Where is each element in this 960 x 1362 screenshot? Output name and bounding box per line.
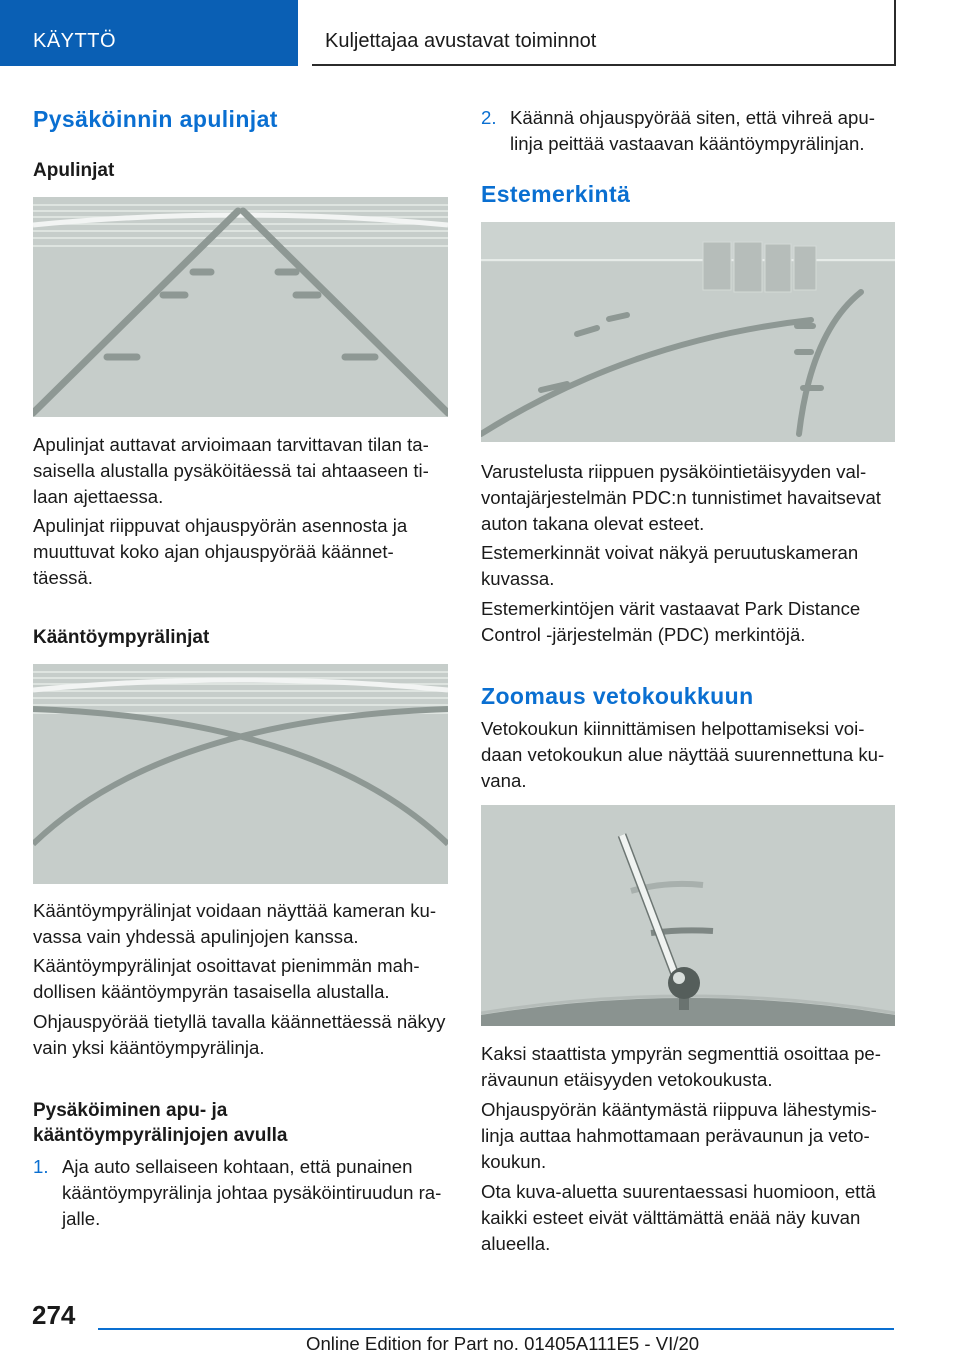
figure-help-lines — [33, 197, 448, 417]
text-line: linja auttaa hahmottamaan perävaunun ja veto- — [481, 1125, 870, 1146]
figure-turning-circle-lines — [33, 664, 448, 884]
step-number: 1. — [33, 1156, 49, 1177]
paragraph-hitch-1 — [481, 716, 884, 794]
paragraph-hitch-2 — [481, 1041, 881, 1093]
text-line: täessä. — [33, 567, 93, 588]
text-line: Ota kuva-aluetta suurentaessasi huomioon, että — [481, 1181, 876, 1202]
text-line: Apulinjat auttavat arvioimaan tarvittavan tilan ta- — [33, 434, 429, 455]
section-title-hitch-zoom: Zoomaus vetokoukkuun — [481, 683, 754, 709]
text-line: Vetokoukun kiinnittämisen helpottamiseksi voi- — [481, 718, 865, 739]
text-line: vassa vain yhdessä apulinjojen kanssa. — [33, 926, 359, 947]
chapter-label: Kuljettajaa avustavat toiminnot — [325, 30, 597, 52]
text-line: kaikki esteet eivät välttämättä enää näy kuvan — [481, 1207, 861, 1228]
chapter-header — [312, 0, 896, 66]
text-line: Estemerkintöjen värit vastaavat Park Distance — [481, 598, 861, 619]
footer-edition: Online Edition for Part no. 01405A111E5 - VI/20 — [306, 1333, 700, 1354]
text-line: Varustelusta riippuen pysäköintietäisyyden val- — [481, 461, 867, 482]
paragraph-turning-3 — [33, 1009, 445, 1061]
page-number: 274 — [32, 1300, 76, 1330]
subheading-turning-circle: Kääntöympyrälinjat — [33, 627, 210, 648]
text-line: Kääntöympyrälinjat voidaan näyttää kameran ku- — [33, 900, 437, 921]
text-line: Kääntöympyrälinjat osoittavat pienimmän mah- — [33, 955, 420, 976]
text-line: linja peittää vastaavan kääntöympyrälinjan. — [510, 133, 865, 154]
step-number: 2. — [481, 107, 497, 128]
paragraph-help-lines-1 — [33, 432, 429, 510]
paragraph-help-lines-2 — [33, 513, 407, 591]
text-line: kääntöympyrälinja johtaa pysäköintiruudun ra- — [62, 1182, 442, 1203]
text-line: Control -järjestelmän (PDC) merkintöjä. — [481, 624, 806, 645]
text-line: daan vetokoukun alue näyttää suurennettuna ku- — [481, 744, 885, 765]
text-line: muuttuvat koko ajan ohjauspyörää käännet- — [33, 541, 394, 562]
footer-rule — [98, 1328, 894, 1330]
figure-hitch-zoom — [481, 805, 895, 1026]
text-line: Apulinjat riippuvat ohjauspyörän asennosta ja — [33, 515, 408, 536]
text-line: rävaunun etäisyyden vetokoukusta. — [481, 1069, 773, 1090]
paragraph-hitch-3 — [481, 1097, 877, 1175]
text-line: Ohjauspyörää tietyllä tavalla käännettäessä näkyy — [33, 1011, 446, 1032]
text-line: jalle. — [62, 1208, 101, 1229]
paragraph-obstacle-1 — [481, 459, 881, 537]
text-line: koukun. — [481, 1151, 547, 1172]
paragraph-obstacle-3 — [481, 596, 860, 648]
text-line: kuvassa. — [481, 568, 555, 589]
section-tab — [0, 0, 298, 66]
text-line: Käännä ohjauspyörää siten, että vihreä apu- — [510, 107, 875, 128]
text-line: Kaksi staattista ympyrän segmenttiä osoittaa pe- — [481, 1043, 881, 1064]
text-line: laan ajettaessa. — [33, 486, 164, 507]
text-line: Ohjauspyörän kääntymästä riippuva lähestymis- — [481, 1099, 877, 1120]
subheading-help-lines: Apulinjat — [33, 160, 115, 181]
text-line: vain yksi kääntöympyrälinja. — [33, 1037, 265, 1058]
paragraph-hitch-4 — [481, 1179, 876, 1257]
section-title-obstacle-marking: Estemerkintä — [481, 181, 631, 207]
section-label: KÄYTTÖ — [33, 30, 117, 52]
figure-obstacle-marking — [481, 222, 895, 442]
section-title-parking-lines: Pysäköinnin apulinjat — [33, 106, 278, 132]
paragraph-turning-2 — [33, 953, 420, 1005]
paragraph-turning-1 — [33, 898, 436, 950]
text-line: Pysäköiminen apu- ja — [33, 1100, 228, 1121]
text-line: Estemerkinnät voivat näkyä peruutuskameran — [481, 542, 859, 563]
text-line: Aja auto sellaiseen kohtaan, että punainen — [62, 1156, 413, 1177]
paragraph-obstacle-2 — [481, 540, 858, 592]
text-line: dollisen kääntöympyrän tasaisella alustalla. — [33, 981, 390, 1002]
text-line: vana. — [481, 770, 527, 791]
text-line: vontajärjestelmän PDC:n tunnistimet havaitsevat — [481, 487, 881, 508]
text-line: kääntöympyrälinjojen avulla — [33, 1125, 288, 1146]
text-line: alueella. — [481, 1233, 551, 1254]
text-line: saisella alustalla pysäköitäessä tai ahtaaseen ti- — [33, 460, 429, 481]
text-line: auton takana olevat esteet. — [481, 513, 705, 534]
subheading-parking-with-lines — [33, 1098, 287, 1148]
